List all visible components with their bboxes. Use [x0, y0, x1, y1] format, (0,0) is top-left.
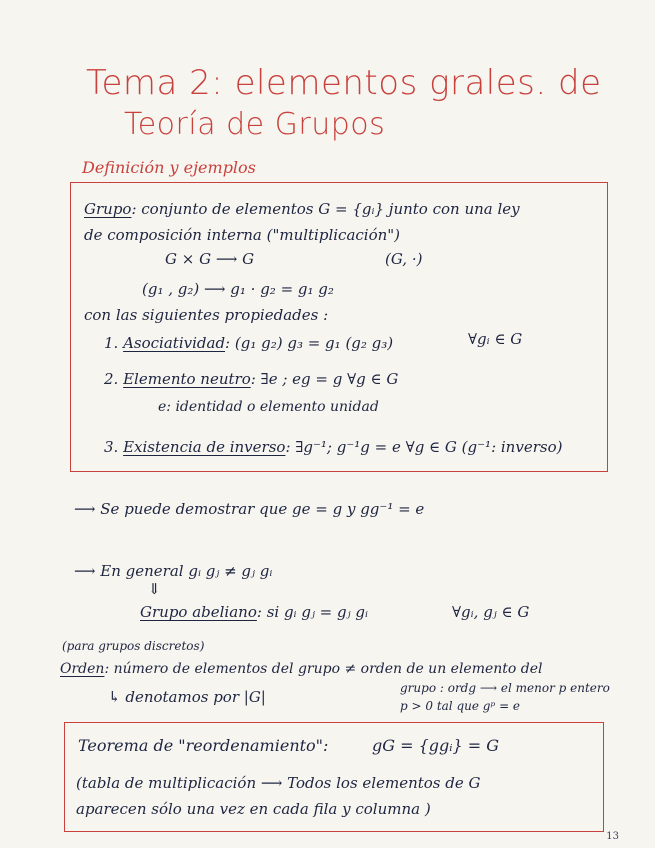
property-1-text: : (g₁ g₂) g₃ = g₁ (g₂ g₃)	[225, 334, 394, 352]
order-label: Orden	[60, 661, 105, 677]
group-definition-line-1	[84, 202, 520, 217]
order-text: : número de elementos del grupo ≠ orden de un elemento del	[104, 661, 543, 677]
group-definition-line-2: de composición interna ("multiplicación")	[84, 226, 401, 244]
page-number: 13	[606, 831, 619, 842]
property-1-label: Asociatividad	[123, 334, 226, 352]
order-element-condition: p > 0 tal que gᵖ = e	[400, 699, 521, 713]
property-2-subnote: e: identidad o elemento unidad	[158, 399, 379, 415]
property-3-number: 3.	[104, 438, 119, 456]
theorem-note-line-1: (tabla de multiplicación ⟶ Todos los elementos de G	[76, 774, 481, 792]
property-2-text: : ∃e ; eg = g ∀g ∈ G	[250, 370, 399, 388]
properties-intro: con las siguientes propiedades :	[84, 306, 329, 324]
abelian-label: Grupo abeliano	[140, 603, 257, 621]
abelian-definition	[140, 605, 368, 620]
group-notation: (G, ·)	[385, 250, 423, 268]
property-2-number: 2.	[104, 370, 119, 388]
implication-arrow: ⇓	[148, 580, 161, 598]
property-3-label: Existencia de inverso	[123, 438, 286, 456]
group-definition-text: : conjunto de elementos G = {gᵢ} junto con una ley	[131, 200, 520, 218]
abelian-text: : si gᵢ gⱼ = gⱼ gᵢ	[256, 603, 368, 621]
property-inverse	[104, 440, 562, 455]
discrete-groups-note: (para grupos discretos)	[62, 639, 205, 653]
general-noncommutative-note: ⟶ En general gᵢ gⱼ ≠ gⱼ gᵢ	[74, 562, 273, 580]
title-line-1: Tema 2: elementos grales. de	[86, 63, 602, 103]
property-neutral-element	[104, 372, 398, 387]
order-notation: ↳ denotamos por |G|	[108, 688, 266, 706]
group-operation: (g₁ , g₂) ⟶ g₁ · g₂ = g₁ g₂	[142, 280, 334, 298]
property-associativity	[104, 336, 393, 351]
section-heading: Definición y ejemplos	[82, 158, 256, 177]
theorem-note-line-2: aparecen sólo una vez en cada fila y columna )	[76, 800, 431, 818]
abelian-quantifier: ∀gᵢ, gⱼ ∈ G	[452, 603, 530, 621]
property-2-label: Elemento neutro	[123, 370, 251, 388]
theorem-title: Teorema de "reordenamiento":	[78, 736, 329, 755]
theorem-formula: gG = {ggᵢ} = G	[372, 736, 500, 755]
title-line-2: Teoría de Grupos	[124, 107, 386, 142]
group-label: Grupo	[84, 200, 132, 218]
demonstration-note: ⟶ Se puede demostrar que ge = g y gg⁻¹ = e	[74, 500, 425, 518]
order-definition	[60, 662, 543, 676]
group-mapping: G × G ⟶ G	[165, 250, 255, 268]
property-3-text: : ∃g⁻¹; g⁻¹g = e ∀g ∈ G (g⁻¹: inverso)	[285, 438, 563, 456]
order-element-definition: grupo : ordg ⟶ el menor p entero	[400, 681, 610, 695]
property-1-number: 1.	[104, 334, 119, 352]
property-1-quantifier: ∀gᵢ ∈ G	[468, 330, 523, 348]
